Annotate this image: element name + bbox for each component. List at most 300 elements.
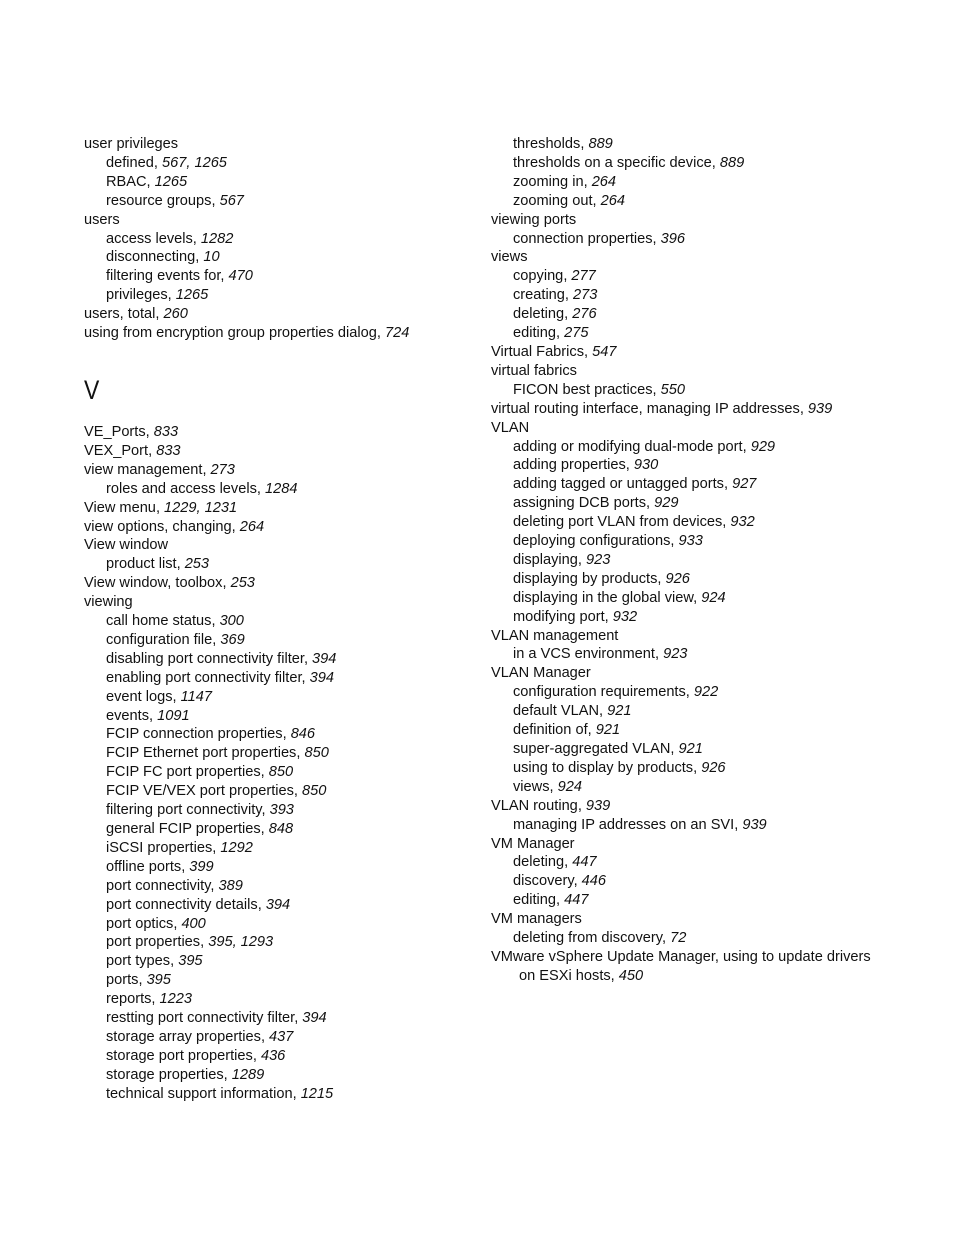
index-separator: ,	[301, 669, 310, 686]
index-separator: ,	[192, 230, 201, 247]
index-entry	[491, 627, 931, 646]
index-term: deleting	[513, 854, 565, 871]
index-page-numbers[interactable]: 264	[591, 173, 617, 190]
index-term: View window, toolbox	[84, 575, 223, 592]
index-term: in a VCS environment	[513, 646, 655, 663]
index-separator: ,	[282, 726, 291, 743]
index-page-numbers[interactable]: 1215	[300, 1085, 334, 1102]
index-subentry	[491, 192, 931, 211]
index-separator: ,	[742, 438, 751, 455]
index-term: modifying port	[513, 608, 605, 625]
index-separator: ,	[212, 839, 221, 856]
index-subentry	[491, 853, 931, 872]
index-separator: ,	[577, 797, 586, 814]
index-separator: ,	[564, 854, 573, 871]
index-separator: ,	[587, 722, 596, 739]
index-page-numbers[interactable]: 264	[239, 518, 265, 535]
index-separator: ,	[577, 551, 587, 568]
index-separator: ,	[563, 268, 572, 285]
index-page-numbers[interactable]: 926	[665, 570, 690, 587]
index-subentry	[84, 801, 464, 820]
index-page-numbers[interactable]: 921	[595, 722, 621, 739]
index-page-numbers[interactable]: 846	[290, 726, 316, 743]
index-term: storage properties	[106, 1066, 224, 1083]
index-subentry	[491, 475, 931, 494]
index-term: users, total	[84, 306, 156, 323]
index-subentry	[84, 1028, 464, 1047]
index-page-numbers[interactable]: 395	[178, 953, 203, 970]
index-page-numbers[interactable]: 264	[600, 192, 625, 209]
index-separator: ,	[657, 570, 666, 587]
index-entry	[84, 574, 464, 593]
index-subentry	[84, 877, 464, 896]
index-page-numbers[interactable]: 922	[693, 684, 719, 701]
index-term: call home status	[106, 613, 212, 630]
index-separator: ,	[654, 646, 664, 663]
index-subentry	[84, 782, 464, 801]
index-page-numbers[interactable]: 850	[302, 783, 327, 800]
index-page-numbers[interactable]: 1265	[154, 173, 188, 190]
index-subentry	[84, 725, 464, 744]
index-term: FCIP FC port properties	[106, 764, 261, 781]
index-term: views	[491, 249, 528, 266]
index-term: viewing ports	[491, 211, 577, 228]
index-separator: ,	[145, 423, 154, 440]
index-separator: ,	[670, 741, 679, 757]
index-page-numbers[interactable]: 932	[612, 608, 638, 625]
index-subentry	[491, 286, 931, 305]
index-term: views	[513, 778, 550, 795]
index-term: editing	[513, 325, 557, 342]
index-page-numbers[interactable]: 833	[153, 423, 179, 440]
index-entry	[84, 423, 464, 442]
index-term: product list	[106, 556, 177, 573]
index-separator: ,	[799, 400, 808, 417]
index-page-numbers[interactable]: 939	[807, 400, 833, 417]
index-page-numbers[interactable]: 889	[719, 154, 745, 171]
index-page-numbers[interactable]: 921	[678, 741, 703, 757]
index-term: FICON best practices	[513, 381, 653, 398]
index-subentry	[491, 816, 931, 835]
index-subentry	[491, 721, 931, 740]
index-page-numbers[interactable]: 276	[572, 306, 597, 323]
index-term: users	[84, 211, 120, 228]
index-separator: ,	[556, 892, 565, 909]
index-separator: ,	[261, 802, 270, 819]
index-separator: ,	[181, 858, 190, 875]
index-page-numbers[interactable]: 724	[384, 325, 410, 342]
index-term: user privileges	[84, 136, 179, 152]
index-separator: ,	[296, 745, 305, 762]
index-term: default VLAN	[513, 703, 599, 720]
index-page-numbers[interactable]: 923	[663, 646, 688, 663]
index-separator: ,	[149, 707, 158, 724]
index-subentry	[84, 707, 464, 726]
index-page-numbers[interactable]: 273	[573, 287, 598, 304]
index-page-numbers[interactable]: 567, 1265	[162, 154, 227, 171]
index-page-numbers[interactable]: 567	[219, 192, 244, 209]
index-term: deleting port VLAN from devices	[513, 514, 723, 531]
index-entry	[491, 343, 931, 362]
index-separator: ,	[260, 1028, 270, 1045]
index-separator: ,	[151, 991, 160, 1008]
index-separator: ,	[202, 461, 211, 478]
index-subentry	[84, 763, 464, 782]
index-term: storage port properties	[106, 1047, 253, 1064]
index-column-left	[84, 135, 464, 1104]
index-term: connection properties	[513, 230, 653, 247]
index-page-numbers[interactable]: 389	[218, 877, 243, 894]
index-subentry	[84, 915, 464, 934]
index-term: iSCSI properties	[106, 839, 213, 856]
index-separator: ,	[222, 575, 231, 592]
index-page-numbers[interactable]: 1282	[200, 230, 234, 247]
index-page-numbers[interactable]: 1091	[157, 707, 190, 724]
index-subentry	[84, 267, 464, 286]
index-page-numbers[interactable]: 446	[581, 873, 607, 890]
index-subentry	[84, 650, 464, 669]
index-entry	[84, 442, 464, 461]
index-entry	[491, 419, 931, 438]
index-term: filtering events for	[106, 268, 221, 285]
index-term: adding or modifying dual-mode port	[513, 438, 743, 455]
index-subentry	[491, 872, 931, 891]
index-term: View window	[84, 537, 169, 554]
index-page-numbers[interactable]: 396	[660, 230, 686, 247]
index-subentry	[84, 248, 464, 267]
index-separator: ,	[231, 518, 240, 535]
index-page-numbers[interactable]: 1223	[159, 991, 192, 1008]
index-term: VLAN Manager	[491, 665, 591, 682]
index-subentry	[491, 381, 931, 400]
index-subentry	[84, 612, 464, 631]
index-term: filtering port connectivity	[106, 802, 262, 819]
index-page-numbers[interactable]: 253	[230, 575, 255, 592]
index-separator: ,	[670, 533, 679, 550]
index-term: VEX_Port	[84, 442, 149, 459]
index-subentry	[491, 513, 931, 532]
index-page-numbers[interactable]: 275	[564, 325, 589, 342]
index-page-numbers[interactable]: 850	[304, 745, 329, 762]
index-page-numbers[interactable]: 300	[219, 613, 244, 630]
index-separator: ,	[564, 306, 573, 323]
index-entry	[491, 248, 931, 267]
index-term: displaying in the global view	[513, 589, 694, 606]
index-separator: ,	[661, 930, 671, 947]
index-term: adding tagged or untagged ports	[513, 476, 724, 493]
index-term: technical support information	[106, 1085, 293, 1102]
index-separator: ,	[303, 650, 313, 667]
index-page-numbers[interactable]: 273	[210, 461, 235, 478]
index-page-numbers[interactable]: 932	[730, 514, 755, 531]
index-separator: ,	[146, 173, 155, 190]
index-page-numbers[interactable]: 1292	[220, 839, 253, 856]
index-page-numbers[interactable]: 933	[678, 533, 703, 550]
index-page-numbers[interactable]: 447	[572, 854, 597, 871]
index-page-numbers[interactable]: 436	[260, 1047, 286, 1064]
index-separator: ,	[625, 457, 634, 474]
index-term: port properties	[106, 934, 201, 951]
index-separator: ,	[711, 154, 720, 171]
index-term: disabling port connectivity filter	[106, 650, 304, 667]
index-separator: ,	[294, 1010, 303, 1027]
index-subentry	[491, 494, 931, 513]
index-term: port types	[106, 953, 171, 970]
index-term: port connectivity details	[106, 896, 258, 913]
index-term: adding properties	[513, 457, 626, 474]
index-entry	[491, 948, 931, 967]
index-term: editing	[513, 892, 557, 909]
index-section-letter: V	[84, 374, 100, 405]
index-separator: ,	[646, 495, 655, 512]
index-entry	[84, 536, 464, 555]
index-page-numbers[interactable]: 10	[203, 249, 220, 266]
index-term: using from encryption group properties dialog	[84, 325, 377, 342]
index-page-numbers[interactable]: 260	[163, 306, 188, 323]
index-page-numbers[interactable]: 253	[184, 556, 210, 573]
index-term: thresholds on a specific device	[513, 154, 712, 171]
index-page-numbers[interactable]: 395	[146, 972, 171, 989]
index-page-numbers[interactable]: 939	[585, 797, 611, 814]
index-page-numbers[interactable]: 1284	[265, 480, 298, 497]
index-page-numbers[interactable]: 921	[607, 703, 632, 720]
index-page-numbers[interactable]: 550	[660, 381, 685, 398]
index-page-numbers[interactable]: 927	[732, 476, 757, 493]
index-term: deleting	[513, 306, 565, 323]
index-term: VLAN management	[491, 627, 619, 644]
index-separator: ,	[176, 556, 185, 573]
index-subentry	[84, 990, 464, 1009]
index-entry	[491, 400, 931, 419]
index-entry	[491, 211, 931, 230]
index-page-numbers[interactable]: 399	[189, 858, 214, 875]
index-term: event logs	[106, 688, 173, 705]
index-separator: ,	[223, 1066, 232, 1083]
index-subentry	[491, 778, 931, 797]
index-separator: ,	[599, 703, 608, 720]
index-entry	[84, 461, 464, 480]
index-separator: ,	[138, 972, 147, 989]
index-subentry	[491, 438, 931, 457]
index-page-numbers[interactable]: 924	[701, 589, 726, 606]
index-subentry	[84, 971, 464, 990]
index-page-numbers[interactable]: 848	[268, 821, 294, 837]
index-subentry	[491, 683, 931, 702]
index-separator: ,	[549, 778, 558, 795]
index-term: VMware vSphere Update Manager, using to update drivers	[491, 948, 871, 965]
index-page-numbers[interactable]: 939	[742, 816, 767, 833]
index-column-right	[491, 135, 931, 986]
index-term: deleting from discovery	[513, 930, 662, 947]
index-separator: ,	[584, 343, 593, 360]
index-separator: ,	[604, 608, 613, 625]
index-term: FCIP VE/VEX port properties	[106, 783, 294, 800]
index-entry	[84, 324, 464, 343]
index-term: displaying	[513, 551, 578, 568]
index-separator: ,	[556, 325, 565, 342]
index-separator: ,	[293, 783, 303, 800]
index-subentry	[491, 891, 931, 910]
index-term: VM managers	[491, 911, 582, 928]
index-term: using to display by products	[513, 759, 694, 776]
index-page-numbers[interactable]: 437	[269, 1028, 294, 1045]
index-separator: ,	[260, 821, 269, 837]
index-page-numbers[interactable]: 1265	[175, 287, 209, 304]
index-page-numbers[interactable]: 1147	[180, 688, 213, 705]
index-term: virtual fabrics	[491, 362, 577, 379]
index-separator: ,	[592, 192, 601, 209]
index-page-numbers[interactable]: 470	[228, 268, 253, 285]
index-subentry	[84, 1066, 464, 1085]
index-subentry	[491, 267, 931, 286]
index-term: view management	[84, 461, 203, 478]
index-subentry	[491, 532, 931, 551]
index-subentry	[84, 669, 464, 688]
index-entry	[84, 499, 464, 518]
index-subentry	[84, 1085, 464, 1104]
index-page-numbers[interactable]: 450	[618, 967, 644, 984]
index-term: access levels	[106, 230, 193, 247]
index-page-numbers[interactable]: 929	[750, 438, 776, 455]
index-subentry	[491, 967, 931, 986]
index-page-numbers[interactable]: 930	[633, 457, 659, 474]
index-subentry	[84, 1047, 464, 1066]
index-term: ports	[106, 972, 139, 989]
index-separator: ,	[723, 476, 733, 493]
index-subentry	[491, 589, 931, 608]
index-separator: ,	[252, 1047, 261, 1064]
index-page-numbers[interactable]: 72	[670, 930, 687, 947]
index-subentry	[84, 952, 464, 971]
index-page-numbers[interactable]: 833	[156, 442, 181, 459]
index-term: virtual routing interface, managing IP addresses	[491, 400, 800, 417]
index-subentry	[84, 555, 464, 574]
index-term: RBAC	[106, 173, 147, 190]
index-entry	[84, 305, 464, 324]
index-term: VLAN routing	[491, 797, 578, 814]
index-subentry	[491, 173, 931, 192]
index-entry	[491, 835, 931, 854]
index-page-numbers[interactable]: 1229, 1231	[164, 499, 238, 516]
index-subentry	[84, 933, 464, 952]
index-separator: ,	[610, 967, 619, 984]
index-separator: ,	[693, 589, 702, 606]
index-page-numbers[interactable]: 923	[586, 551, 611, 568]
index-separator: ,	[260, 764, 269, 781]
index-separator: ,	[211, 192, 220, 209]
index-separator: ,	[170, 953, 179, 970]
index-separator: ,	[212, 631, 221, 648]
index-page-numbers[interactable]: 924	[557, 778, 582, 795]
index-entry	[491, 797, 931, 816]
index-term: copying	[513, 268, 564, 285]
index-subentry	[491, 740, 931, 759]
index-page-numbers[interactable]: 394	[302, 1010, 327, 1027]
index-entry	[491, 362, 931, 381]
index-page-numbers[interactable]: 394	[312, 650, 337, 667]
index-term: general FCIP properties	[106, 821, 261, 837]
index-term: assigning DCB ports	[513, 495, 647, 512]
index-separator: ,	[155, 306, 164, 323]
index-subentry	[491, 305, 931, 324]
index-page-numbers[interactable]: 926	[701, 759, 726, 776]
index-page-numbers[interactable]: 394	[265, 896, 291, 913]
index-term: port optics	[106, 915, 174, 932]
index-term: disconnecting	[106, 249, 196, 266]
index-term: zooming out	[513, 192, 593, 209]
index-term: super-aggregated VLAN	[513, 741, 671, 757]
index-subentry	[491, 154, 931, 173]
index-subentry	[491, 702, 931, 721]
index-subentry	[491, 456, 931, 475]
index-term: restting port connectivity filter	[106, 1010, 295, 1027]
index-term: View menu	[84, 499, 156, 516]
index-term: deploying configurations	[513, 533, 671, 550]
index-separator: ,	[693, 759, 702, 776]
index-page-numbers[interactable]: 447	[564, 892, 589, 909]
index-separator: ,	[155, 499, 165, 516]
index-page-numbers[interactable]: 369	[220, 631, 245, 648]
index-term: roles and access levels	[106, 480, 257, 497]
index-separator: ,	[153, 154, 162, 171]
index-subentry	[84, 896, 464, 915]
index-term: defined	[106, 154, 154, 171]
index-page-numbers[interactable]: 400	[181, 915, 206, 932]
index-separator: ,	[211, 613, 220, 630]
index-separator: ,	[173, 915, 182, 932]
index-separator: ,	[256, 480, 265, 497]
index-page-numbers[interactable]: 850	[268, 764, 294, 781]
index-subentry	[84, 744, 464, 763]
index-page-numbers[interactable]: 393	[269, 802, 294, 819]
index-term: VLAN	[491, 419, 530, 436]
index-subentry	[491, 570, 931, 589]
index-page-numbers[interactable]: 394	[309, 669, 334, 686]
index-separator: ,	[376, 325, 385, 342]
index-subentry	[84, 154, 464, 173]
index-term: viewing	[84, 594, 133, 611]
index-term: port connectivity	[106, 877, 211, 894]
index-subentry	[491, 929, 931, 948]
index-term: definition of	[513, 722, 588, 739]
index-subentry	[84, 631, 464, 650]
index-separator: ,	[200, 934, 209, 951]
index-page-numbers[interactable]: 889	[588, 136, 613, 152]
index-subentry	[84, 688, 464, 707]
index-term: resource groups	[106, 192, 212, 209]
index-separator: ,	[257, 896, 266, 913]
index-subentry	[84, 230, 464, 249]
index-separator: ,	[685, 684, 694, 701]
index-term: FCIP connection properties	[106, 726, 283, 743]
index-subentry	[491, 551, 931, 570]
index-subentry	[491, 608, 931, 627]
index-page-numbers[interactable]: 395, 1293	[208, 934, 274, 951]
index-page-numbers[interactable]: 277	[571, 268, 596, 285]
index-term: on ESXi hosts	[519, 967, 611, 984]
index-page-numbers[interactable]: 547	[592, 343, 617, 360]
index-term: discovery	[513, 873, 574, 890]
index-subentry	[84, 192, 464, 211]
index-term: view options, changing	[84, 518, 232, 535]
index-entry	[84, 518, 464, 537]
index-page-numbers[interactable]: 1289	[231, 1066, 265, 1083]
index-subentry	[84, 820, 464, 839]
index-term: thresholds	[513, 136, 581, 152]
index-separator: ,	[583, 173, 592, 190]
index-subentry	[491, 645, 931, 664]
index-page-numbers[interactable]: 929	[654, 495, 679, 512]
